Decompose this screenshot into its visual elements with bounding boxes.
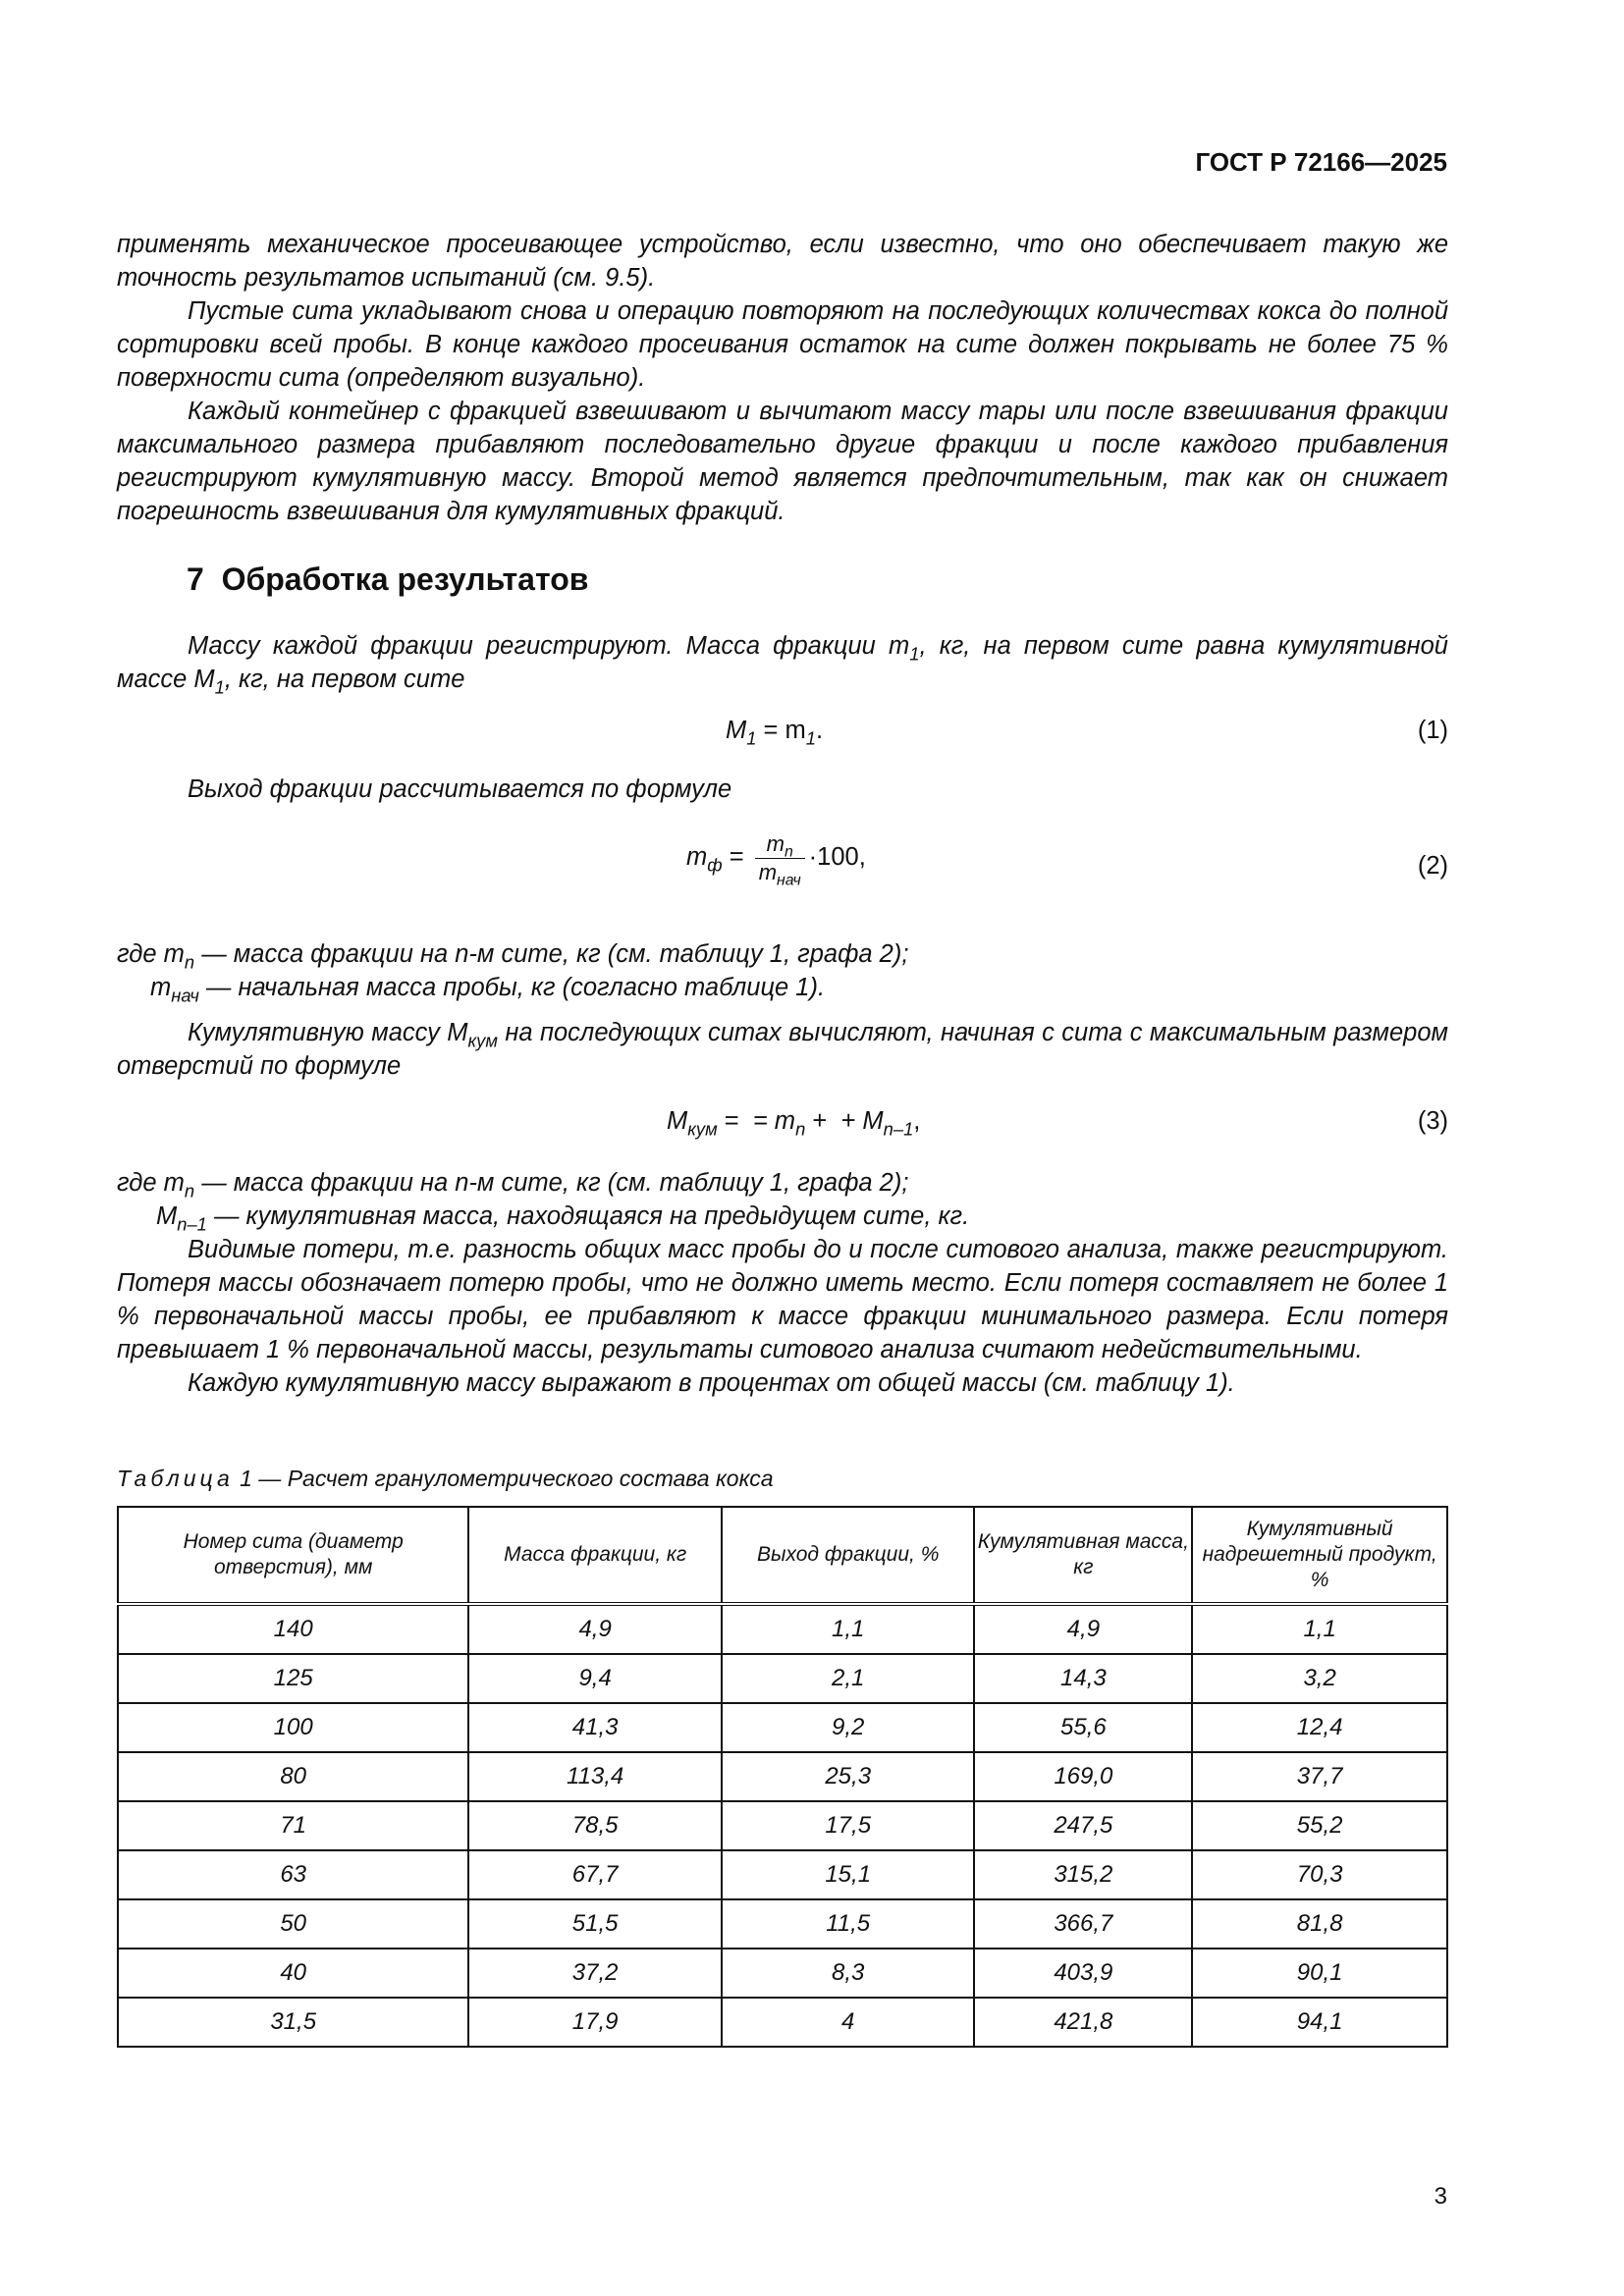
- formula-symbol: = m: [745, 1107, 796, 1135]
- where-line: [117, 971, 908, 1004]
- formula-symbol: m: [686, 843, 708, 872]
- cell-cumulative-mass: 315,2: [974, 1850, 1192, 1899]
- column-header-cumulative-oversize: Кумулятивный надрешетный продукт, %: [1192, 1507, 1447, 1604]
- p1-text-b: , кг, на первом сите равна кумулятивной массе M: [117, 632, 1448, 693]
- paragraph-mass-registration: [117, 629, 1448, 696]
- table-caption-text: 1 — Расчет гранулометрического состава кокса: [233, 1466, 774, 1491]
- cell-cumulative-mass: 55,6: [974, 1703, 1192, 1752]
- where-block-2: [117, 1166, 969, 1233]
- where-line: [117, 1166, 969, 1200]
- cell-fraction-mass: 41,3: [468, 1703, 722, 1752]
- cell-fraction-mass: 17,9: [468, 1998, 722, 2047]
- formula-symbol: ,: [913, 1107, 921, 1135]
- cell-cumulative-oversize: 37,7: [1192, 1752, 1447, 1801]
- column-header-yield: Выход фракции, %: [722, 1507, 975, 1604]
- where-sub: n–1: [177, 1213, 207, 1235]
- table-row: [118, 1949, 1447, 1998]
- table-caption-label: Таблица: [117, 1466, 234, 1491]
- table-row: [118, 1654, 1447, 1703]
- cell-yield: 11,5: [722, 1899, 975, 1949]
- where-sub: n: [184, 951, 195, 973]
- intro-block: [117, 228, 1448, 528]
- formula-sub: 1: [805, 727, 816, 749]
- formula-sub: 1: [746, 727, 757, 749]
- column-header-cumulative-mass: Кумулятивная масса, кг: [974, 1507, 1192, 1604]
- cell-yield: 17,5: [722, 1801, 975, 1850]
- formula-sub: n: [784, 843, 793, 861]
- cell-sieve: 31,5: [118, 1998, 468, 2047]
- intro-paragraph: Каждый контейнер с фракцией взвешивают и вычитают массу тары или после взвешивания фракции максимального размера прибавляют последовательно другие фракции и после каждого прибавления регистрируют кумулятивную массу. Второй метод является предпочтительным, так как он снижает погрешность взвешивания для кумулятивных фракций.: [117, 398, 1448, 525]
- cell-fraction-mass: 78,5: [468, 1801, 722, 1850]
- cell-cumulative-oversize: 70,3: [1192, 1850, 1447, 1899]
- fraction: [755, 831, 805, 889]
- cell-yield: 9,2: [722, 1703, 975, 1752]
- column-header-sieve: Номер сита (диаметр отверстия), мм: [118, 1507, 468, 1604]
- where-text: — кумулятивная масса, находящаяся на предыдущем сите, кг.: [206, 1202, 970, 1230]
- section-number: 7: [187, 561, 204, 597]
- cell-sieve: 63: [118, 1850, 468, 1899]
- where-text: — масса фракции на n-м сите, кг (см. таблицу 1, графа 2);: [194, 1169, 909, 1197]
- p1-text-c: , кг, на первом сите: [224, 666, 465, 693]
- formula-symbol: = m: [756, 717, 806, 744]
- section-title: Обработка результатов: [221, 561, 589, 597]
- section-heading: [187, 561, 588, 598]
- formula-symbol: .: [816, 717, 824, 744]
- cell-cumulative-oversize: 12,4: [1192, 1703, 1447, 1752]
- cell-cumulative-oversize: 55,2: [1192, 1801, 1447, 1850]
- where-prefix: M: [156, 1202, 178, 1230]
- where-sub: n: [184, 1180, 195, 1201]
- formula-symbol: M: [726, 717, 747, 744]
- equation-number: (1): [1417, 717, 1448, 744]
- intro-paragraph-text: Пустые сита укладывают снова и операцию повторяют на последующих количествах кокса до полной сортировки всей пробы. В конце каждого просеивания остаток на сите должен покрывать не более 75 % поверхности сита (определяют визуально).: [117, 297, 1448, 392]
- equation-number: (3): [1417, 1107, 1448, 1135]
- table-row: [118, 1604, 1447, 1654]
- table-row: [118, 1801, 1447, 1850]
- formula-2: $m_ф$ = $\frac{m_n}{m_{нач}}$ ·100, (2): [686, 831, 1448, 889]
- fraction-denominator: m: [758, 860, 778, 884]
- cell-fraction-mass: 9,4: [468, 1654, 722, 1703]
- cell-sieve: 50: [118, 1899, 468, 1949]
- table-row: [118, 1752, 1447, 1801]
- cell-fraction-mass: 37,2: [468, 1949, 722, 1998]
- where-text: — начальная масса пробы, кг (согласно таблице 1).: [198, 974, 826, 1001]
- cell-cumulative-mass: 366,7: [974, 1899, 1192, 1949]
- where-prefix: m: [150, 974, 172, 1001]
- p2-text: Выход фракции рассчитывается по формуле: [188, 775, 732, 803]
- paragraph-yield: [117, 773, 1448, 806]
- p3-text-b: на последующих ситах вычисляют, начиная с сита с максимальным размером отверстий по формуле: [117, 1019, 1448, 1080]
- formula-sub: ф: [707, 854, 723, 876]
- cell-sieve: 40: [118, 1949, 468, 1998]
- p5-text: Каждую кумулятивную массу выражают в процентах от общей массы (см. таблицу 1).: [188, 1369, 1235, 1397]
- cell-sieve: 80: [118, 1752, 468, 1801]
- cell-cumulative-mass: 4,9: [974, 1604, 1192, 1654]
- cell-cumulative-mass: 247,5: [974, 1801, 1192, 1850]
- p1-sub: 1: [909, 643, 920, 665]
- cell-fraction-mass: 113,4: [468, 1752, 722, 1801]
- cell-cumulative-oversize: 94,1: [1192, 1998, 1447, 2047]
- where-block-1: [117, 937, 908, 1004]
- cell-sieve: 71: [118, 1801, 468, 1850]
- cell-yield: 1,1: [722, 1604, 975, 1654]
- cell-sieve: 100: [118, 1703, 468, 1752]
- cell-yield: 8,3: [722, 1949, 975, 1998]
- intro-paragraph: применять механическое просеивающее устройство, если известно, что оно обеспечивает такую же точность результатов испытаний (см. 9.5).: [117, 231, 1448, 292]
- formula-symbol: M: [667, 1107, 688, 1135]
- table-row: [118, 1850, 1447, 1899]
- cell-cumulative-mass: 169,0: [974, 1752, 1192, 1801]
- fraction-numerator: m: [766, 831, 785, 856]
- cell-fraction-mass: 4,9: [468, 1604, 722, 1654]
- cell-fraction-mass: 51,5: [468, 1899, 722, 1949]
- where-sub: нач: [171, 985, 199, 1006]
- standard-id: ГОСТ Р 72166—2025: [1195, 147, 1447, 177]
- cell-cumulative-mass: 403,9: [974, 1949, 1192, 1998]
- cell-cumulative-mass: 421,8: [974, 1998, 1192, 2047]
- formula-1: [117, 717, 1448, 752]
- formula-sub: нач: [777, 872, 801, 889]
- table-row: [118, 1998, 1447, 2047]
- cell-cumulative-oversize: 1,1: [1192, 1604, 1447, 1654]
- p3-text-a: Кумулятивную массу M: [188, 1019, 468, 1046]
- table-row: [118, 1899, 1447, 1949]
- p1-sub: 1: [214, 676, 225, 698]
- cell-cumulative-oversize: 81,8: [1192, 1899, 1447, 1949]
- page-number: 3: [1434, 2183, 1447, 2210]
- formula-sub: кум: [687, 1118, 718, 1140]
- formula-tail: ·100,: [808, 843, 866, 872]
- paragraph-losses: [117, 1233, 1448, 1400]
- cell-sieve: 125: [118, 1654, 468, 1703]
- where-prefix: где m: [117, 1169, 185, 1197]
- where-line: [117, 1200, 969, 1233]
- cell-fraction-mass: 67,7: [468, 1850, 722, 1899]
- granulometric-table: [117, 1506, 1448, 2048]
- intro-paragraph: [117, 294, 1448, 395]
- formula-sub: n–1: [883, 1118, 914, 1140]
- cell-sieve: 140: [118, 1604, 468, 1654]
- where-line: [117, 937, 908, 971]
- paragraph-cumulative: [117, 1016, 1448, 1083]
- column-header-fraction-mass: Масса фракции, кг: [468, 1507, 722, 1604]
- p1-text-a: Массу каждой фракции регистрируют. Масса фракции m: [188, 632, 910, 660]
- cell-yield: 2,1: [722, 1654, 975, 1703]
- where-text: — масса фракции на n-м сите, кг (см. таблицу 1, графа 2);: [194, 940, 909, 968]
- p4-text: Видимые потери, т.е. разность общих масс пробы до и после ситового анализа, также регистрируют. Потеря массы обозначает потерю пробы, что не должно иметь место. Если потеря составляет не более 1 % первоначальной массы пробы, ее прибавляют к массе фракции минимального размера. Если потеря превышает 1 % первоначальной массы, результаты ситового анализа считают недействительными.: [117, 1236, 1448, 1363]
- where-prefix: где m: [117, 940, 185, 968]
- cell-yield: 25,3: [722, 1752, 975, 1801]
- cell-yield: 15,1: [722, 1850, 975, 1899]
- cell-yield: 4: [722, 1998, 975, 2047]
- table-row: [118, 1703, 1447, 1752]
- cell-cumulative-oversize: 3,2: [1192, 1654, 1447, 1703]
- equation-number: (2): [1417, 852, 1448, 880]
- table-header-row: [118, 1507, 1447, 1604]
- p3-sub: кум: [467, 1030, 498, 1051]
- formula-symbol: + M: [834, 1107, 884, 1135]
- formula-3: $M_{кум}$ = = $m_n$ + + $M_{n-1}$, (3): [667, 1107, 1448, 1140]
- cell-cumulative-oversize: 90,1: [1192, 1949, 1447, 1998]
- table-caption: [117, 1466, 774, 1492]
- formula-sub: n: [795, 1118, 806, 1140]
- cell-cumulative-mass: 14,3: [974, 1654, 1192, 1703]
